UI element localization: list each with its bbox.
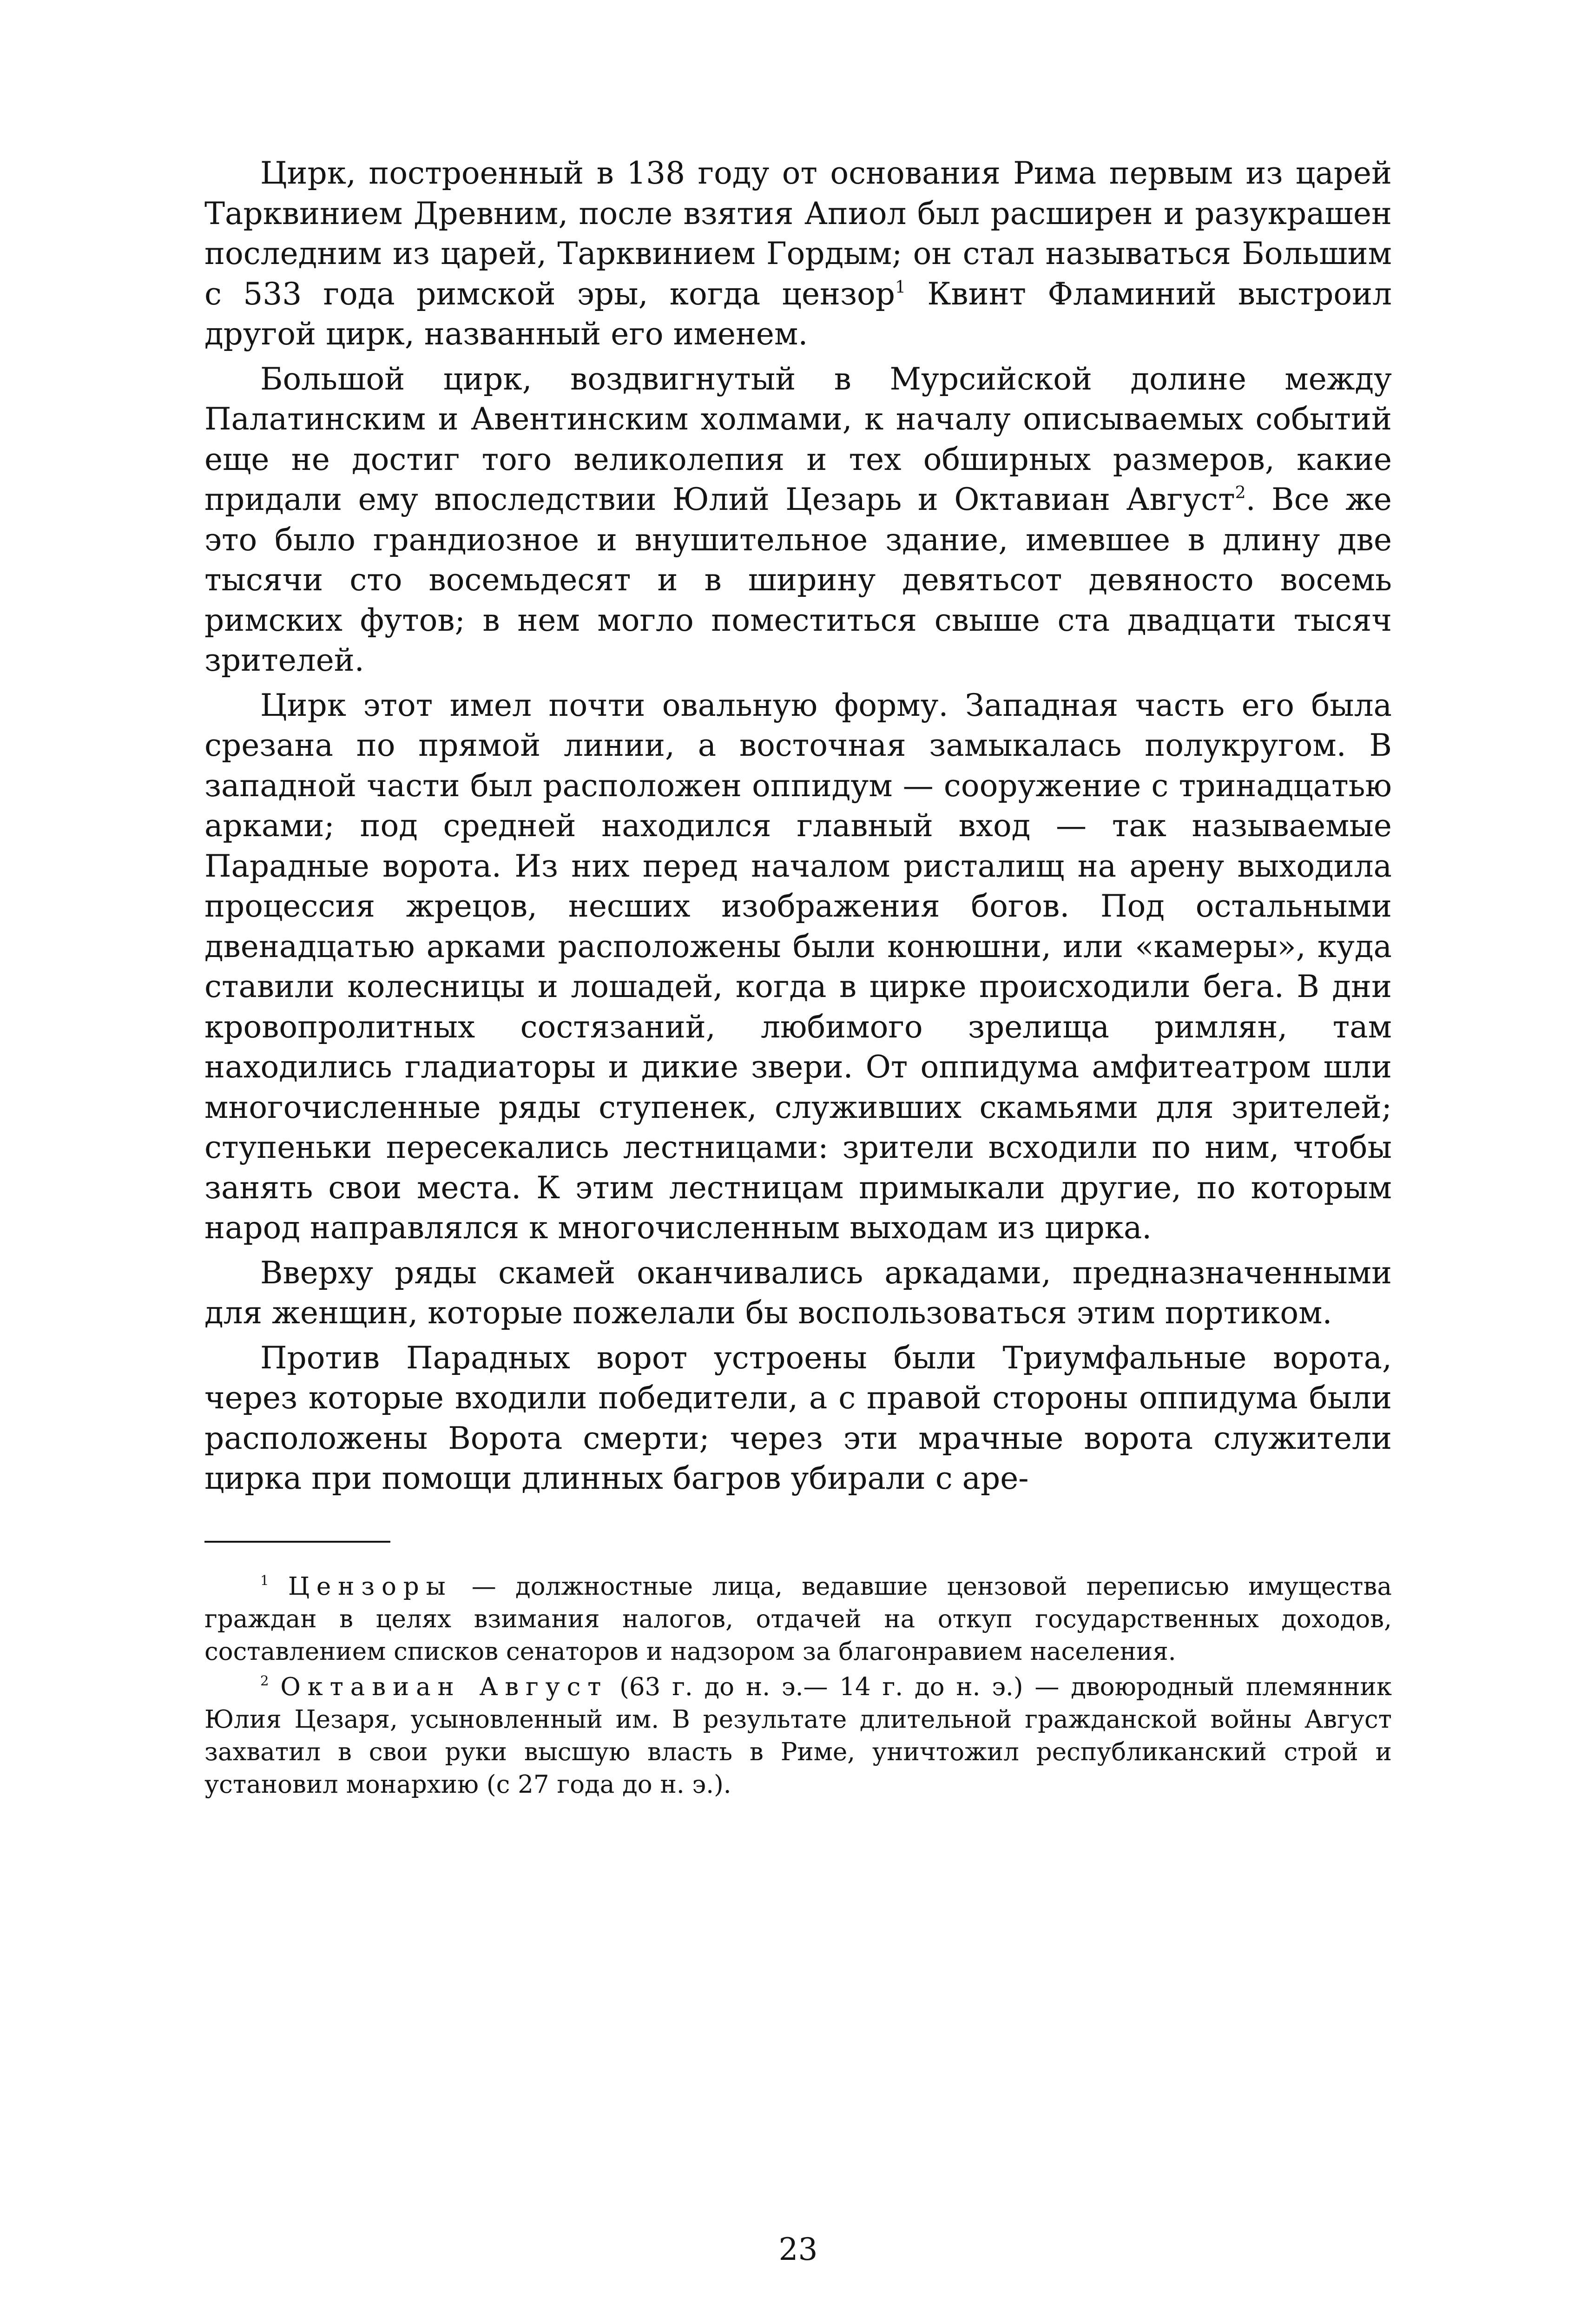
footnote-mark-2: 2	[260, 1673, 269, 1689]
paragraph-1: Цирк, построенный в 138 году от основания Рима первым из царей Тарквинием Древним, после взятия Апиол был расширен и разукрашен последним из царей, Тарквинием Гордым; он стал называться Большим с 533 года римской эры, когда цензор$^1$ Квинт Фламиний выстроил другой цирк, названный его именем.	[204, 155, 1392, 352]
footnote-term-1: Цензоры	[288, 1572, 453, 1601]
paragraph-5: Против Парадных ворот устроены были Триумфальные ворота, через которые входили победители, а с правой стороны оппидума были расположены Ворота смерти; через эти мрачные ворота служители цирка при помощи длинных багров убирали с аре-	[204, 1340, 1392, 1496]
paragraph-2: Большой цирк, воздвигнутый в Мурсийской долине между Палатинским и Авентинским холмами, к началу описываемых событий еще не достиг того великолепия и тех обширных размеров, какие придали ему впоследствии Юлий Цезарь и Октавиан Август$^2$. Все же это было грандиозное и внушительное здание, имевшее в длину две тысячи сто восемьдесят и в ширину девятьсот девяносто восемь римских футов; в нем могло поместиться свыше ста двадцати тысяч зрителей.	[204, 361, 1392, 678]
main-text	[204, 153, 1392, 1499]
footnote-mark-1: 1	[260, 1572, 269, 1589]
footnote-ref-2[interactable]: 2	[1235, 482, 1246, 503]
footnote-2	[204, 1671, 1392, 1801]
footnote-1	[204, 1571, 1392, 1668]
footnote-ref-1[interactable]: 1	[895, 277, 906, 297]
page-number: 23	[778, 2232, 818, 2267]
paragraph-4: Вверху ряды скамей оканчивались аркадами, предназначенными для женщин, которые пожелали бы воспользоваться этим портиком.	[204, 1254, 1392, 1331]
paragraph-3: Цирк этот имел почти овальную форму. Западная часть его была срезана по прямой линии, а восточная замыкалась полукругом. В западной части был расположен оппидум — сооружение с тринадцатью арками; под средней находился главный вход — так называемые Парадные ворота. Из них перед началом ристалищ на арену выходила процессия жрецов, несших изображения богов. Под остальными двенадцатью арками расположены были конюшни, или «камеры», куда ставили колесницы и лошадей, когда в цирке происходили бега. В дни кровопролитных состязаний, любимого зрелища римлян, там находились гладиаторы и дикие звери. От оппидума амфитеатром шли многочисленные ряды ступенек, служивших скамьями для зрителей; ступеньки пересекались лестницами: зрители всходили по ним, чтобы занять свои места. К этим лестницам примыкали другие, по которым народ направлялся к многочисленным выходам из цирка.	[204, 687, 1392, 1246]
footnotes	[204, 1571, 1392, 1801]
book-page	[204, 153, 1392, 2267]
footnote-term-2: Октавиан Август	[280, 1672, 608, 1701]
footnote-text-2: (63 г. до н. э.— 14 г. до н. э.) — двоюродный племянник Юлия Цезаря, усыновленный им. В результате длительной гражданской войны Август захватил в свои руки высшую власть в Риме, уничтожил республиканский строй и установил монархию (с 27 года до н. э.).	[204, 1672, 1392, 1799]
footnote-divider	[204, 1541, 390, 1543]
footnote-text-1: — должностные лица, ведавшие цензовой переписью имущества граждан в целях взимания налогов, отдачей на откуп государственных доходов, составлением списков сенаторов и надзором за благонравием населения.	[204, 1572, 1392, 1666]
